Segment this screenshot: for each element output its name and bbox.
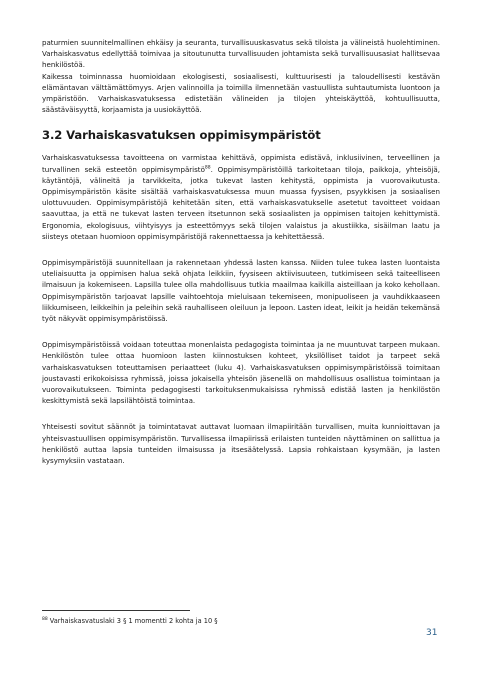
paragraph-text-part: . Oppimisympäristöillä tarkoitetaan tiloja, paikkoja, yhteisöjä, käytäntöjä, välineitä ja tarvikkeita, jotka tukevat lasten kehitystä, oppimista ja vuorovaikutusta. Oppimisympäristön käsite sisältää varhaiskasvatuksessa muun muassa fyysisen, psyykkisen ja sosiaalisen ulottuvuuden. Oppimisympäristöjä kehitetään siten, että varhaiskasvatukselle asetetut tavoitteet voidaan saavuttaa, ja että ne tukevat lasten terveen itsetunnon sekä sosiaalisten ja oppimisen taitojen kehittymistä. Ergonomia, ekologisuus, viihtyisyys ja esteettömyys sekä tilojen valaistus ja akustiikka, sisäilman laatu ja siisteys otetaan huomioon oppimisympäristöjä rakennettaessa ja kehitettäessä. [42,164,440,241]
paragraph-learning-environment [42,152,440,242]
paragraph-safety: paturmien suunnitelmallinen ehkäisy ja seuranta, turvallisuuskasvatus sekä tiloista ja välineistä huolehtiminen. Varhaiskasvatus edellyttää toimivaa ja sitoutunutta turvallisuuden johtamista sekä turvallisuusasiat hallitsevaa henkilöstöä. [42,38,440,70]
section-heading: 3.2 Varhaiskasvatuksen oppimisympäristöt [42,128,321,143]
page-body [42,37,440,466]
footnote-reference: 88 [204,165,211,171]
footnote-text: Varhaiskasvatuslaki 3 § 1 momentti 2 kohta ja 10 § [49,617,218,625]
paragraph-text-part: Varhaiskasvatuksessa tavoitteena on varmistaa kehittävä, oppimista edistävä, inklusiivinen, terveellinen ja turvallinen sekä esteetön oppimisympäristö [42,153,440,174]
footnote-number: 88 [42,616,48,622]
paragraph-planning: Oppimisympäristöjä suunnitellaan ja rakennetaan yhdessä lasten kanssa. Niiden tulee tukea lasten luontaista uteliaisuutta ja oppimisen halua sekä ohjata leikkiin, fyysiseen aktiivisuuteen, tutkimiseen sekä taiteelliseen ilmaisuun ja kokemiseen. Lapsilla tulee olla mahdollisuus tutkia maailmaa kaikilla aisteillaan ja koko kehollaan. Oppimisympäristön tarjoavat lapsille vaihtoehtoja mieluisaan tekemiseen, monipuoliseen ja vauhdikkaaseen liikkumiseen, leikkeihin ja peleihin sekä rauhalliseen oleiluun ja lepoon. Lasten ideat, leikit ja heidän tekemänsä työt näkyvät oppimisympäristöissä. [42,258,440,324]
page-number: 31 [426,628,438,638]
paragraph-rules: Yhteisesti sovitut säännöt ja toimintatavat auttavat luomaan ilmapiiritään turvallisen, muita kunnioittavan ja yhteisvastuullisen oppimisympäristön. Turvallisessa ilmapiirissä erilaisten tunteiden näyttäminen on sallittua ja henkilöstö auttaa lapsia tunteiden ilmaisussa ja itsesäätelyssä. Lapsia rohkaistaan kysymään, ja lasten kysymyksiin vastataan. [42,422,440,466]
paragraph-pedagogy: Oppimisympäristöissä voidaan toteuttaa monenlaista pedagogista toimintaa ja ne muuntuvat tarpeen mukaan. Henkilöstön tulee ottaa huomioon lasten kiinnostuksen kohteet, yksilölliset taidot ja tarpeet sekä varhaiskasvatuksen toteuttamisen periaatteet (luku 4). Varhaiskasvatuksen oppimisympäristöissä toimitaan joustavasti erikokoisissa ryhmissä, joissa jokaisella yhteisön jäsenellä on mahdollisuus osallistua toimintaan ja vuorovaikutukseen. Toiminta pedagogisesti tarkoituksenmukaisissa ryhmissä edistää lasten ja henkilöstön keskittymistä sekä lapsilähtöistä toimintaa. [42,340,440,406]
paragraph-sustainability: Kaikessa toiminnassa huomioidaan ekologisesti, sosiaalisesti, kulttuurisesti ja taloudellisesti kestävän elämäntavan välttämättömyys. Arjen valinnoilla ja toimilla ilmennetään vastuullista suhtautumista luontoon ja ympäristöön. Varhaiskasvatuksessa edistetään välineiden ja tilojen yhteiskäyttöä, kohtuullisuutta, säästäväisyyttä, korjaamista ja uusiokäyttöä. [42,71,440,115]
footnote [42,617,218,625]
footnote-divider [42,610,190,611]
